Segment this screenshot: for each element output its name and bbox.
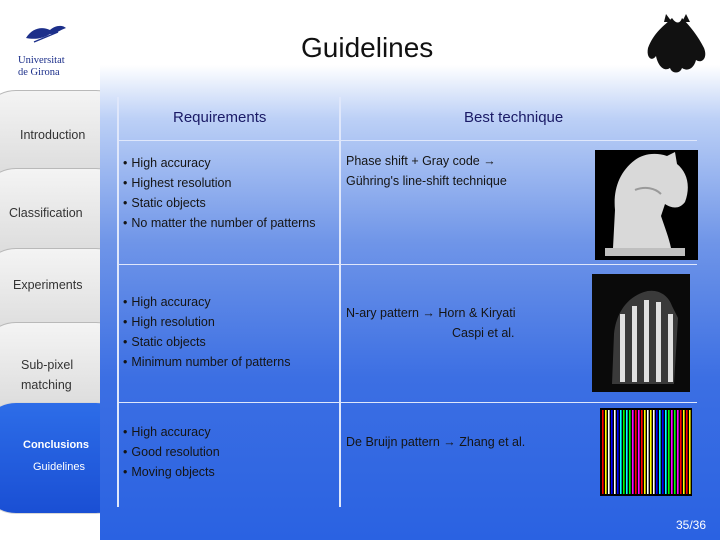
header-requirements: Requirements: [173, 109, 267, 126]
list-item: • Highest resolution: [123, 173, 333, 193]
row3-requirements: [123, 422, 333, 482]
list-item: • High accuracy: [123, 153, 333, 173]
list-item: • Moving objects: [123, 462, 333, 482]
list-item: • High resolution: [123, 312, 333, 332]
tab-conclusions-label: Conclusions: [23, 439, 90, 451]
list-item: • High accuracy: [123, 422, 333, 442]
list-item: • High accuracy: [123, 292, 333, 312]
university-logo-icon: [24, 22, 68, 44]
page-number: 35/36: [676, 518, 707, 532]
sidebar: [0, 0, 100, 540]
university-logo: [18, 22, 90, 79]
list-item: • Good resolution: [123, 442, 333, 462]
tab-conclusions[interactable]: [0, 402, 100, 514]
technique-line: N-ary pattern → Horn & Kiryati: [346, 306, 516, 320]
tab-introduction-label: Introduction: [20, 128, 86, 142]
color-stripe-pattern: [600, 408, 692, 496]
university-name-line2: de Girona: [18, 67, 60, 78]
technique-line: Phase shift + Gray code →: [346, 154, 496, 168]
list-item: • Minimum number of patterns: [123, 352, 333, 372]
row3-technique: [346, 432, 586, 452]
row2-technique: [346, 303, 586, 343]
technique-line: Gühring's line-shift technique: [346, 174, 507, 188]
tab-subpixel-label: Sub-pixel matching: [21, 358, 74, 392]
tab-experiments-label: Experiments: [13, 278, 83, 292]
list-item: • No matter the number of patterns: [123, 213, 333, 233]
list-item: • Static objects: [123, 193, 333, 213]
row2-requirements: [123, 292, 333, 372]
tab-classification-label: Classification: [9, 206, 83, 220]
horse-head-photo: [595, 150, 698, 260]
list-item: • Static objects: [123, 332, 333, 352]
slide-title: Guidelines: [301, 32, 434, 63]
tab-guidelines-label: Guidelines: [33, 461, 85, 473]
university-name-line1: Universitat: [18, 55, 65, 66]
row1-requirements: [123, 153, 333, 233]
technique-line: Caspi et al.: [452, 326, 515, 340]
technique-line: De Bruijn pattern → Zhang et al.: [346, 435, 526, 449]
striped-pattern-photo: [592, 274, 690, 392]
header-technique: Best technique: [464, 109, 564, 126]
bat-logo-icon: [642, 12, 712, 78]
row1-technique: [346, 151, 586, 191]
